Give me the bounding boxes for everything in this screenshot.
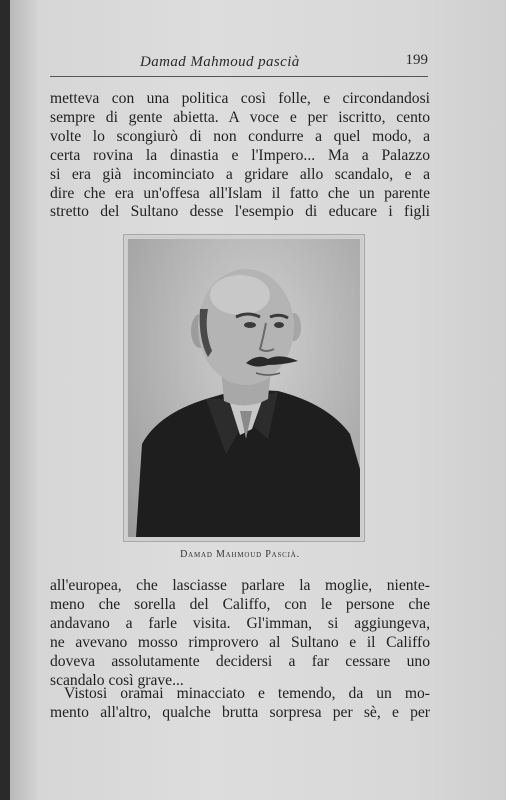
text-line: sempre di gente abietta. A voce e per iscritto, cento <box>50 108 430 126</box>
text-line: stretto del Sultano desse l'esempio di educare i figli <box>50 203 430 221</box>
page-number: 199 <box>405 52 428 68</box>
text-line: andavano a farle visita. Gl'imman, si aggiungeva, <box>50 614 430 632</box>
portrait-illustration <box>128 239 360 537</box>
text-line: metteva con una politica così folle, e circondandosi <box>50 90 430 107</box>
book-page <box>10 0 506 800</box>
text-line: doveva assolutamente decidersi a far cessare uno <box>50 652 430 670</box>
text-line: ne avevano mosso rimprovero al Sultano e il Califfo <box>50 633 430 651</box>
paragraph-3 <box>50 685 430 723</box>
text-line: mento all'altro, qualche brutta sorpresa per sè, e per <box>50 703 430 721</box>
text-line: si era già incominciato a gridare allo scandalo, e a <box>50 165 430 183</box>
portrait-figure <box>123 234 365 542</box>
text-line: all'europea, che lasciasse parlare la moglie, niente- <box>50 577 430 594</box>
paragraph-1 <box>50 90 430 222</box>
page-header <box>50 50 428 77</box>
paragraph-2 <box>50 577 430 690</box>
text-line: volte lo scongiurò di non condurre a quel modo, a <box>50 127 430 145</box>
text-line: meno che sorella del Califfo, con le persone che <box>50 595 430 613</box>
portrait-photo <box>128 239 360 537</box>
figure-caption: Damad Mahmoud Pascià. <box>180 549 300 560</box>
text-line: Vistosi oramai minacciato e temendo, da un mo- <box>64 685 430 702</box>
text-line: scandalo così grave... <box>50 671 184 689</box>
text-line: certa rovina la dinastia e l'Impero... Ma a Palazzo <box>50 146 430 164</box>
text-line: dire che era un'offesa all'Islam il fatto che un parente <box>50 184 430 202</box>
running-title: Damad Mahmoud pascià <box>140 54 300 70</box>
